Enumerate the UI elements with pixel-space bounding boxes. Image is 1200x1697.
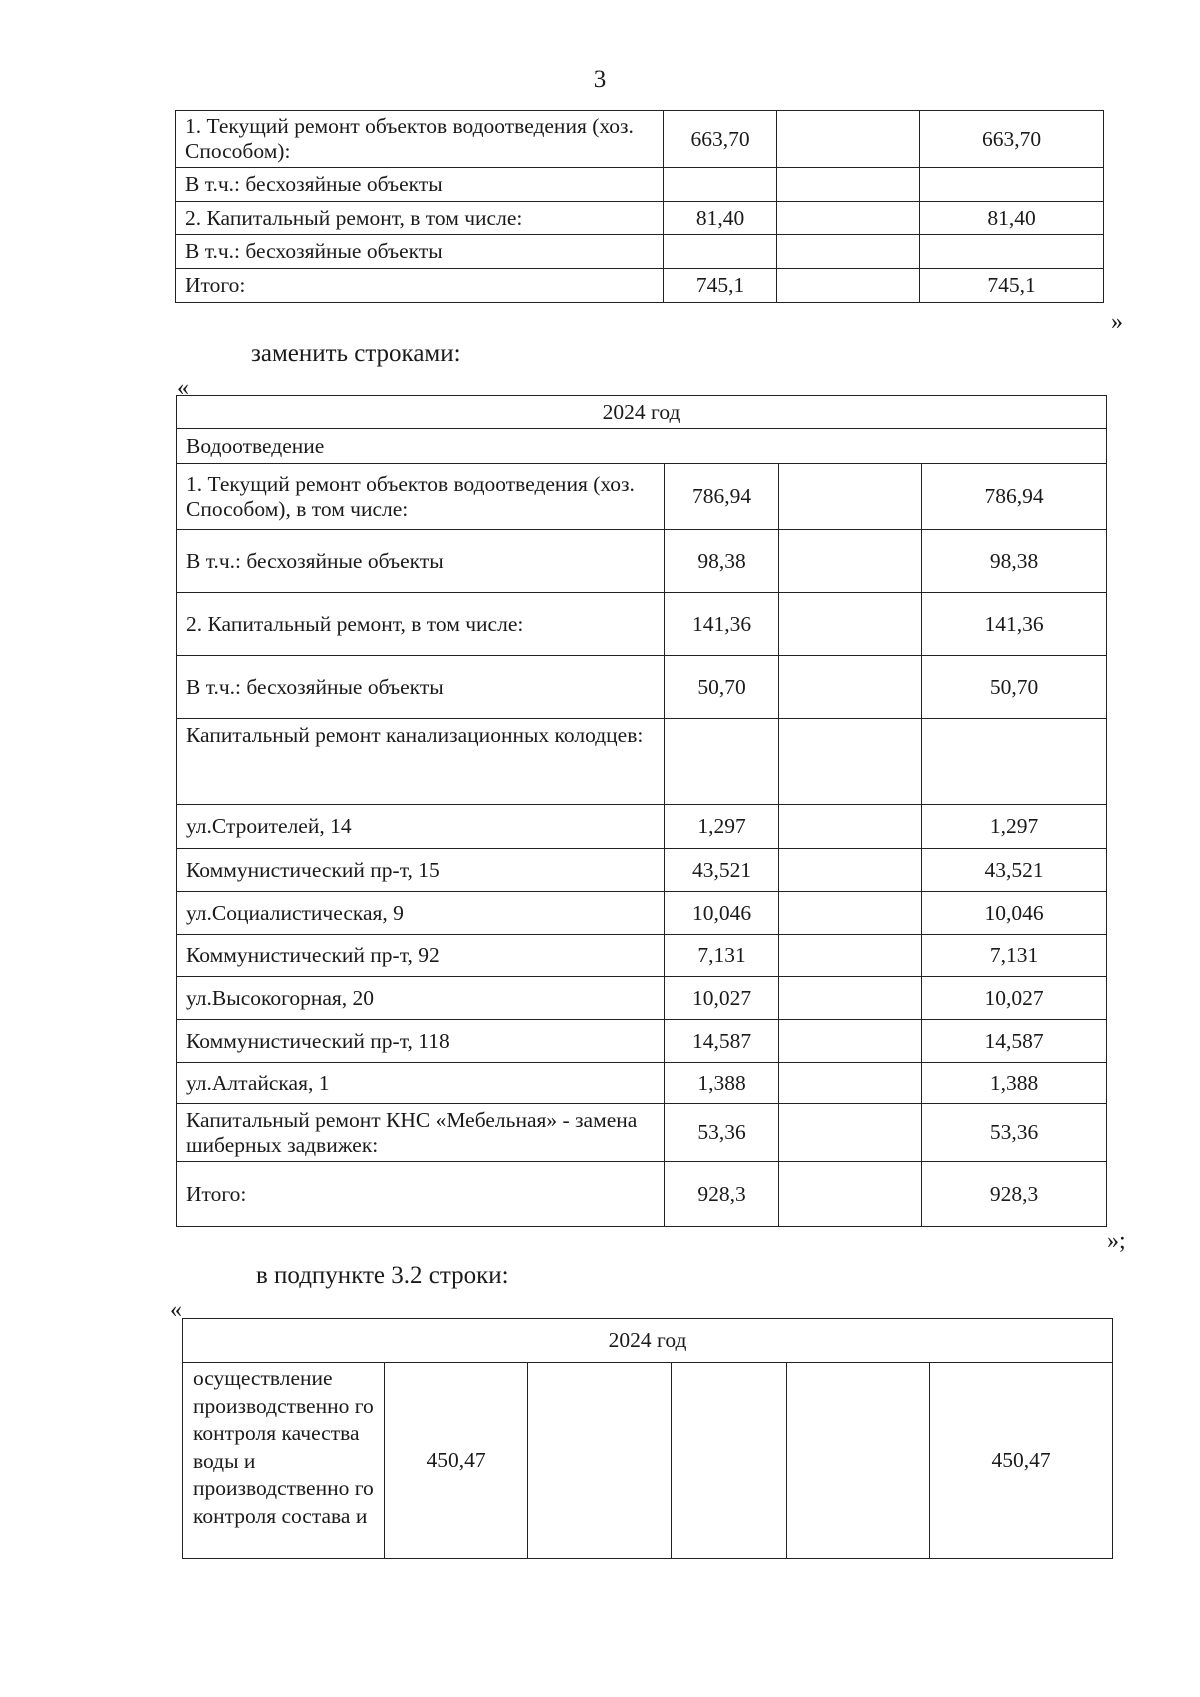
value-cell [779,805,922,849]
value-cell: 98,38 [665,530,779,593]
table-row [177,429,1107,464]
subpoint-table [182,1318,1113,1559]
replace-instruction: заменить строками: [251,340,461,367]
value-cell [779,719,922,805]
row-label: Капитальный ремонт КНС «Мебельная» - замена шиберных задвижек: [177,1104,665,1162]
value-cell [779,1063,922,1104]
row-label: ул.Алтайская, 1 [177,1063,665,1104]
value-cell: 1,297 [665,805,779,849]
value-cell: 53,36 [665,1104,779,1162]
table-row [176,235,1104,269]
table-row [177,719,1107,805]
row-label: 1. Текущий ремонт объектов водоотведения (хоз. Способом), в том числе: [177,464,665,530]
value-cell: 141,36 [922,593,1107,656]
value-cell: 786,94 [922,464,1107,530]
row-label: ул.Социалистическая, 9 [177,892,665,935]
value-cell: 7,131 [922,935,1107,977]
value-cell: 141,36 [665,593,779,656]
value-cell [779,593,922,656]
row-label: ул.Строителей, 14 [177,805,665,849]
value-cell: 1,297 [922,805,1107,849]
value-cell: 10,046 [922,892,1107,935]
year-header: 2024 год [177,396,1107,429]
table-row [183,1363,1113,1559]
value-cell [665,719,779,805]
value-cell [922,719,1107,805]
value-cell: 50,70 [922,656,1107,719]
table-row [177,1104,1107,1162]
subpoint-instruction: в подпункте 3.2 строки: [256,1262,509,1289]
value-cell: 50,70 [665,656,779,719]
table-row [177,1063,1107,1104]
value-cell [779,935,922,977]
row-label: Коммунистический пр-т, 92 [177,935,665,977]
value-cell: 43,521 [665,849,779,892]
table-row [176,269,1104,303]
row-label: 1. Текущий ремонт объектов водоотведения (хоз. Способом): [176,111,664,168]
value-cell: 450,47 [385,1363,528,1559]
row-label: Коммунистический пр-т, 118 [177,1020,665,1063]
value-cell: 1,388 [665,1063,779,1104]
row-label: Итого: [176,269,664,303]
value-cell: 7,131 [665,935,779,977]
row-label: Итого: [177,1162,665,1227]
value-cell: 786,94 [665,464,779,530]
value-cell [664,235,777,269]
value-cell: 928,3 [922,1162,1107,1227]
close-quote: » [1111,309,1123,335]
value-cell: 10,027 [665,977,779,1020]
value-cell: 928,3 [665,1162,779,1227]
table-row [177,977,1107,1020]
page-number: 3 [593,66,607,93]
value-cell [664,168,777,202]
row-label: ул.Высокогорная, 20 [177,977,665,1020]
value-cell [777,269,920,303]
section-header: Водоотведение [177,429,1107,464]
close-quote: »; [1107,1228,1126,1254]
value-cell: 663,70 [920,111,1104,168]
value-cell: 663,70 [664,111,777,168]
value-cell [777,168,920,202]
table-row [183,1319,1113,1363]
row-label: Коммунистический пр-т, 15 [177,849,665,892]
row-label: Капитальный ремонт канализационных колодцев: [177,719,665,805]
value-cell: 10,046 [665,892,779,935]
row-label: В т.ч.: бесхозяйные объекты [176,168,664,202]
year-header: 2024 год [183,1319,1113,1363]
value-cell [920,168,1104,202]
value-cell: 745,1 [664,269,777,303]
value-cell [672,1363,787,1559]
table-row [176,202,1104,235]
value-cell [787,1363,930,1559]
new-rows-table [176,395,1107,1227]
row-label: 2. Капитальный ремонт, в том числе: [176,202,664,235]
value-cell: 745,1 [920,269,1104,303]
open-quote: « [177,375,189,401]
value-cell: 10,027 [922,977,1107,1020]
table-row [177,849,1107,892]
value-cell: 81,40 [664,202,777,235]
value-cell: 14,587 [922,1020,1107,1063]
value-cell [920,235,1104,269]
row-label: 2. Капитальный ремонт, в том числе: [177,593,665,656]
table-row [176,168,1104,202]
value-cell [528,1363,672,1559]
value-cell: 14,587 [665,1020,779,1063]
table-row [177,396,1107,429]
value-cell: 53,36 [922,1104,1107,1162]
table-row [177,656,1107,719]
value-cell [777,202,920,235]
table-row [177,892,1107,935]
value-cell [779,464,922,530]
open-quote: « [170,1297,182,1323]
value-cell: 1,388 [922,1063,1107,1104]
value-cell [779,977,922,1020]
old-rows-table [175,110,1104,303]
row-label: осуществление производственно го контроля качества воды и производственно го контроля состава и [183,1363,385,1559]
value-cell: 81,40 [920,202,1104,235]
value-cell [779,1104,922,1162]
table-row [177,805,1107,849]
table-row [177,530,1107,593]
table-row [177,1020,1107,1063]
value-cell [777,235,920,269]
row-label: В т.ч.: бесхозяйные объекты [177,530,665,593]
table-row [177,464,1107,530]
value-cell [779,1020,922,1063]
value-cell [779,1162,922,1227]
value-cell: 98,38 [922,530,1107,593]
value-cell: 43,521 [922,849,1107,892]
row-label: В т.ч.: бесхозяйные объекты [176,235,664,269]
value-cell [779,656,922,719]
row-label: В т.ч.: бесхозяйные объекты [177,656,665,719]
value-cell [777,111,920,168]
table-row [177,1162,1107,1227]
value-cell [779,892,922,935]
table-row [176,111,1104,168]
table-row [177,935,1107,977]
table-row [177,593,1107,656]
value-cell: 450,47 [930,1363,1113,1559]
value-cell [779,530,922,593]
value-cell [779,849,922,892]
